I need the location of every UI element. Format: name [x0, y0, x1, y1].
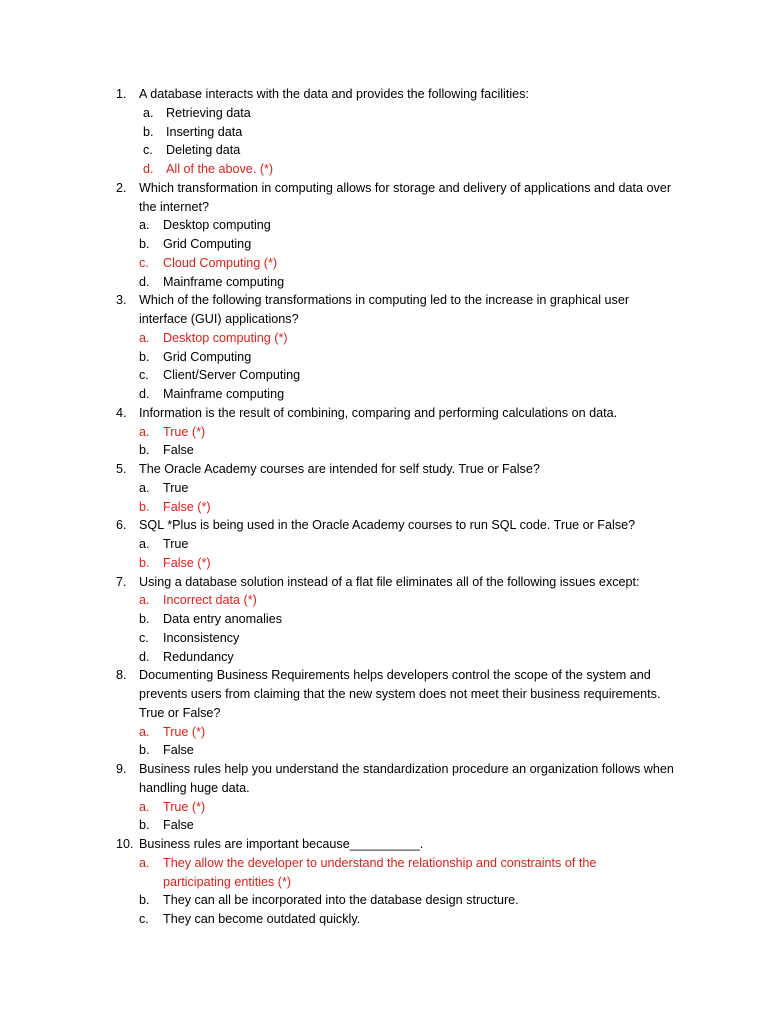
- answer-text: Inserting data: [166, 124, 243, 139]
- answer-letter: a.: [143, 105, 154, 120]
- answer-option-2-b: [0, 235, 768, 254]
- answer-option-10-a: [0, 854, 768, 892]
- answer-letter: b.: [139, 743, 150, 758]
- answer-letter: b.: [139, 612, 150, 626]
- answer-letter: d.: [139, 649, 150, 664]
- question-text: Which transformation in computing allows for storage and delivery of applications and data over the internet?: [139, 180, 675, 214]
- answer-option-7-d: [0, 648, 768, 667]
- question-number: 4.: [116, 405, 127, 420]
- answer-text: False: [163, 743, 194, 758]
- answer-letter: a.: [139, 424, 150, 439]
- question-1: [0, 85, 768, 104]
- answer-text: False (*): [163, 499, 211, 514]
- answer-text: They allow the developer to understand the relationship and constraints of the participating entities (*): [163, 855, 600, 889]
- answer-option-5-a: [0, 479, 768, 498]
- answer-letter: a.: [139, 330, 150, 345]
- answer-letter: c.: [143, 143, 153, 158]
- answer-option-2-a: [0, 216, 768, 235]
- answer-text: True (*): [163, 799, 206, 814]
- answer-option-3-d: [0, 385, 768, 404]
- question-number: 6.: [116, 518, 127, 533]
- quiz-document: [0, 85, 768, 929]
- answer-letter: c.: [139, 630, 149, 645]
- answer-option-4-a: [0, 423, 768, 442]
- answer-option-10-c: [0, 910, 768, 929]
- answer-letter: a.: [139, 593, 150, 608]
- answer-letter: b.: [139, 499, 150, 514]
- question-7: [0, 573, 768, 592]
- question-4: [0, 404, 768, 423]
- question-8: [0, 666, 768, 722]
- answer-text: False: [163, 443, 194, 458]
- answer-text: They can all be incorporated into the database design structure.: [163, 893, 519, 908]
- answer-text: True: [163, 537, 189, 551]
- answer-option-3-a: [0, 329, 768, 348]
- answer-letter: c.: [139, 912, 149, 926]
- question-number: 8.: [116, 668, 127, 683]
- answer-text: Incorrect data (*): [163, 593, 257, 608]
- answer-letter: b.: [139, 555, 150, 570]
- answer-letter: b.: [139, 349, 150, 364]
- answer-option-7-b: [0, 610, 768, 629]
- answer-option-8-a: [0, 723, 768, 742]
- question-number: 1.: [116, 87, 127, 101]
- question-text: A database interacts with the data and provides the following facilities:: [139, 87, 529, 101]
- answer-text: Mainframe computing: [163, 387, 285, 401]
- question-number: 5.: [116, 462, 127, 476]
- question-9: [0, 760, 768, 798]
- answer-option-7-a: [0, 591, 768, 610]
- question-5: [0, 460, 768, 479]
- answer-option-9-b: [0, 816, 768, 835]
- answer-option-2-d: [0, 273, 768, 292]
- answer-text: Redundancy: [163, 649, 234, 664]
- answer-letter: b.: [143, 124, 154, 139]
- answer-letter: a.: [139, 537, 150, 551]
- answer-option-3-c: [0, 366, 768, 385]
- question-text: Business rules are important because__________.: [139, 837, 424, 851]
- question-10: [0, 835, 768, 854]
- answer-letter: c.: [139, 368, 149, 383]
- question-text: The Oracle Academy courses are intended for self study. True or False?: [139, 462, 540, 476]
- answer-text: Retrieving data: [166, 105, 251, 120]
- answer-text: False (*): [163, 555, 211, 570]
- question-list: [0, 85, 768, 929]
- question-text: Documenting Business Requirements helps developers control the scope of the system and prevents users from claiming that the new system does not meet their business requirements. True or False?: [139, 668, 664, 720]
- answer-option-1-d: [0, 160, 768, 179]
- answer-letter: d.: [139, 387, 150, 401]
- question-number: 7.: [116, 574, 127, 589]
- answer-letter: a.: [139, 855, 150, 870]
- answer-text: True (*): [163, 724, 206, 739]
- question-number: 10.: [116, 837, 134, 851]
- answer-letter: a.: [139, 799, 150, 814]
- answer-letter: b.: [139, 893, 150, 908]
- answer-letter: b.: [139, 818, 150, 833]
- answer-text: Data entry anomalies: [163, 612, 283, 626]
- answer-option-2-c: [0, 254, 768, 273]
- answer-text: Mainframe computing: [163, 274, 285, 289]
- question-text: SQL *Plus is being used in the Oracle Academy courses to run SQL code. True or False?: [139, 518, 636, 533]
- answer-text: Client/Server Computing: [163, 368, 301, 383]
- answer-option-1-c: [0, 141, 768, 160]
- answer-text: They can become outdated quickly.: [163, 912, 361, 926]
- answer-text: Desktop computing (*): [163, 330, 288, 345]
- answer-letter: a.: [139, 724, 150, 739]
- question-6: [0, 516, 768, 535]
- question-text: Information is the result of combining, comparing and performing calculations on data.: [139, 405, 618, 420]
- answer-option-6-b: [0, 554, 768, 573]
- answer-option-9-a: [0, 798, 768, 817]
- answer-text: False: [163, 818, 194, 833]
- answer-text: True: [163, 480, 189, 495]
- answer-option-8-b: [0, 741, 768, 760]
- answer-option-6-a: [0, 535, 768, 554]
- answer-option-4-b: [0, 441, 768, 460]
- question-text: Business rules help you understand the standardization procedure an organization follows when handling huge data.: [139, 762, 678, 795]
- answer-letter: d.: [139, 274, 150, 289]
- answer-option-10-b: [0, 891, 768, 910]
- answer-option-1-a: [0, 104, 768, 123]
- answer-option-3-b: [0, 348, 768, 367]
- answer-letter: b.: [139, 443, 150, 458]
- answer-text: Grid Computing: [163, 349, 252, 364]
- question-number: 9.: [116, 762, 127, 776]
- answer-text: Deleting data: [166, 143, 241, 158]
- question-2: [0, 179, 768, 217]
- answer-option-5-b: [0, 498, 768, 517]
- answer-letter: a.: [139, 480, 150, 495]
- answer-option-7-c: [0, 629, 768, 648]
- answer-letter: c.: [139, 255, 149, 270]
- answer-letter: d.: [143, 162, 154, 176]
- question-number: 3.: [116, 293, 127, 308]
- answer-text: True (*): [163, 424, 206, 439]
- answer-text: Cloud Computing (*): [163, 255, 278, 270]
- answer-text: Inconsistency: [163, 630, 240, 645]
- answer-text: All of the above. (*): [166, 162, 274, 176]
- answer-text: Desktop computing: [163, 218, 271, 233]
- question-number: 2.: [116, 180, 127, 195]
- answer-text: Grid Computing: [163, 237, 252, 251]
- answer-letter: b.: [139, 237, 150, 251]
- question-text: Which of the following transformations in computing led to the increase in graphical user interface (GUI) applications?: [139, 293, 633, 326]
- answer-option-1-b: [0, 123, 768, 142]
- question-text: Using a database solution instead of a flat file eliminates all of the following issues except:: [139, 574, 640, 589]
- answer-letter: a.: [139, 218, 150, 233]
- question-3: [0, 291, 768, 329]
